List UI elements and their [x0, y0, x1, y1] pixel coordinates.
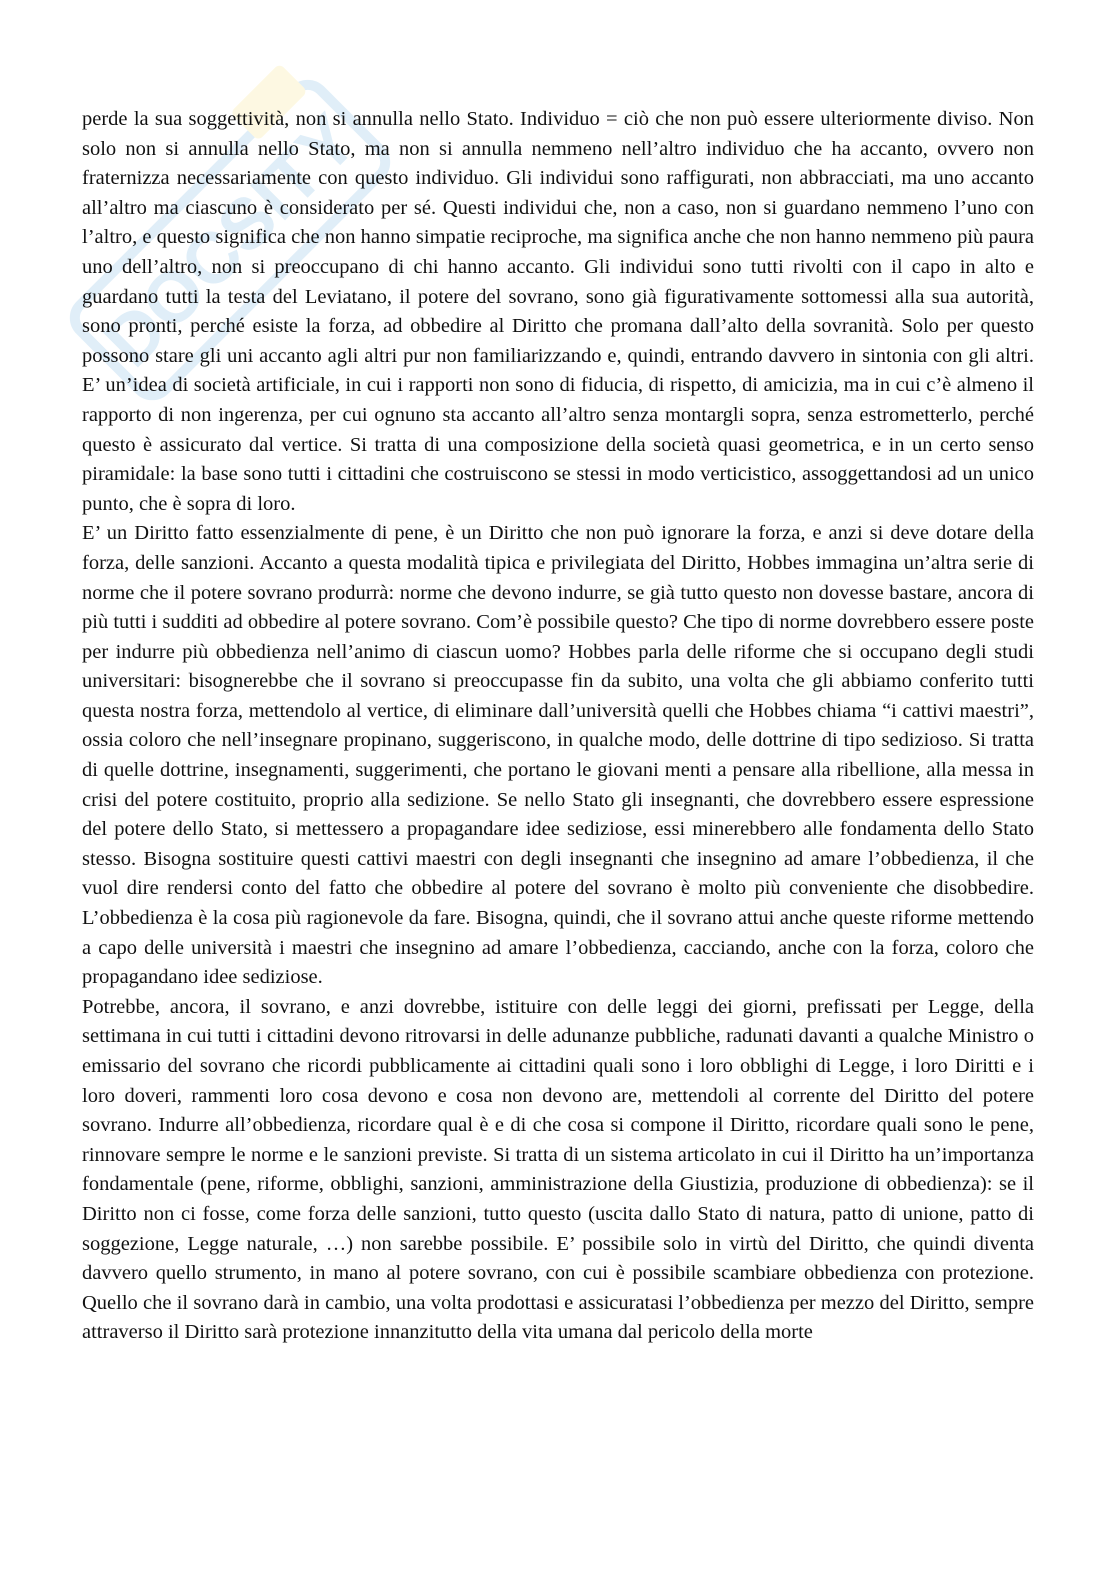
document-page — [82, 105, 1034, 1348]
paragraph: perde la sua soggettività, non si annulla nello Stato. Individuo = ciò che non può essere ulteriormente diviso. Non solo non si annulla nello Stato, ma non si annulla nemmeno nell’altro individuo che ha accanto, ovvero non fraternizza necessariamente con questo individuo. Gli individui sono raffigurati, non abbracciati, ma uno accanto all’altro ma ciascuno è considerato per sé. Questi individui che, non a caso, non si guardano nemmeno l’uno con l’altro, e questo significa che non hanno simpatie reciproche, ma significa anche che non hanno nemmeno più paura uno dell’altro, non si preoccupano di chi hanno accanto. Gli individui sono tutti rivolti con il capo in alto e guardano tutti la testa del Leviatano, il potere del sovrano, sono già figurativamente sottomessi alla sua autorità, sono pronti, perché esiste la forza, ad obbedire al Diritto che promana dall’alto della sovranità. Solo per questo possono stare gli uni accanto agli altri pur non familiarizzando e, quindi, entrando davvero in sintonia con gli altri. E’ un’idea di società artificiale, in cui i rapporti non sono di fiducia, di rispetto, di amicizia, ma in cui c’è almeno il rapporto di non ingerenza, per cui ognuno sta accanto all’altro senza montargli sopra, senza estrometterlo, perché questo è assicurato dal vertice. Si tratta di una composizione della società quasi geometrica, e in un certo senso piramidale: la base sono tutti i cittadini che costruiscono se stessi in modo verticistico, assoggettandosi ad un unico punto, che è sopra di loro. — [82, 108, 1034, 515]
paragraph: E’ un Diritto fatto essenzialmente di pene, è un Diritto che non può ignorare la forza, e anzi si deve dotare della forza, delle sanzioni. Accanto a questa modalità tipica e privilegiata del Diritto, Hobbes immagina un’altra serie di norme che il potere sovrano produrrà: norme che devono indurre, se già tutto questo non dovesse bastare, ancora di più tutti i sudditi ad obbedire al potere sovrano. Com’è possibile questo? Che tipo di norme dovrebbero essere poste per indurre più obbedienza nell’animo di ciascun uomo? Hobbes parla delle riforme che si occupano degli studi universitari: bisognerebbe che il sovrano si preoccupasse fin da subito, una volta che gli abbiamo conferito tutti questa nostra forza, mettendolo al vertice, di eliminare dall’università quelli che Hobbes chiama “i cattivi maestri”, ossia coloro che nell’insegnare propinano, suggeriscono, in qualche modo, delle dottrine di tipo sedizioso. Si tratta di quelle dottrine, insegnamenti, suggerimenti, che portano le giovani menti a pensare alla ribellione, alla messa in crisi del potere costituito, proprio alla sedizione. Se nello Stato gli insegnanti, che dovrebbero essere espressione del potere dello Stato, si mettessero a propagandare idee sediziose, essi minerebbero alle fondamenta dello Stato stesso. Bisogna sostituire questi cattivi maestri con degli insegnanti che insegnino ad amare l’obbedienza, il che vuol dire rendersi conto del fatto che obbedire al potere del sovrano è molto più conveniente che disobbedire. L’obbedienza è la cosa più ragionevole da fare. Bisogna, quindi, che il sovrano attui anche queste riforme mettendo a capo delle università i maestri che insegnino ad amare l’obbedienza, cacciando, anche con la forza, coloro che propagandano idee sediziose. — [82, 522, 1034, 989]
watermark-text: DOCSITY — [89, 99, 373, 383]
paragraph: Potrebbe, ancora, il sovrano, e anzi dovrebbe, istituire con delle leggi dei giorni, prefissati per Legge, della settimana in cui tutti i cittadini devono ritrovarsi in delle adunanze pubbliche, radunati davanti a qualche Ministro o emissario del sovrano che ricordi pubblicamente ai cittadini quali sono i loro obblighi di Legge, i loro Diritti e i loro doveri, rammenti loro cosa devono e cosa non devono are, mettendoli al corrente del Diritto del potere sovrano. Indurre all’obbedienza, ricordare qual è e di che cosa si compone il Diritto, ricordare quali sono le pene, rinnovare sempre le norme e le sanzioni previste. Si tratta di un sistema articolato in cui il Diritto ha un’importanza fondamentale (pene, riforme, obblighi, sanzioni, amministrazione della Giustizia, produzione di obbedienza): se il Diritto non ci fosse, come forza delle sanzioni, tutto questo (uscita dallo Stato di natura, patto di unione, patto di soggezione, Legge naturale, …) non sarebbe possibile. E’ possibile solo in virtù del Diritto, che quindi diventa davvero quello strumento, in mano al potere sovrano, con cui è possibile scambiare obbedienza con protezione. Quello che il sovrano darà in cambio, una volta prodottasi e assicuratasi l’obbedienza per mezzo del Diritto, sempre attraverso il Diritto sarà protezione innanzitutto della vita umana dal pericolo della morte — [82, 995, 1034, 1344]
